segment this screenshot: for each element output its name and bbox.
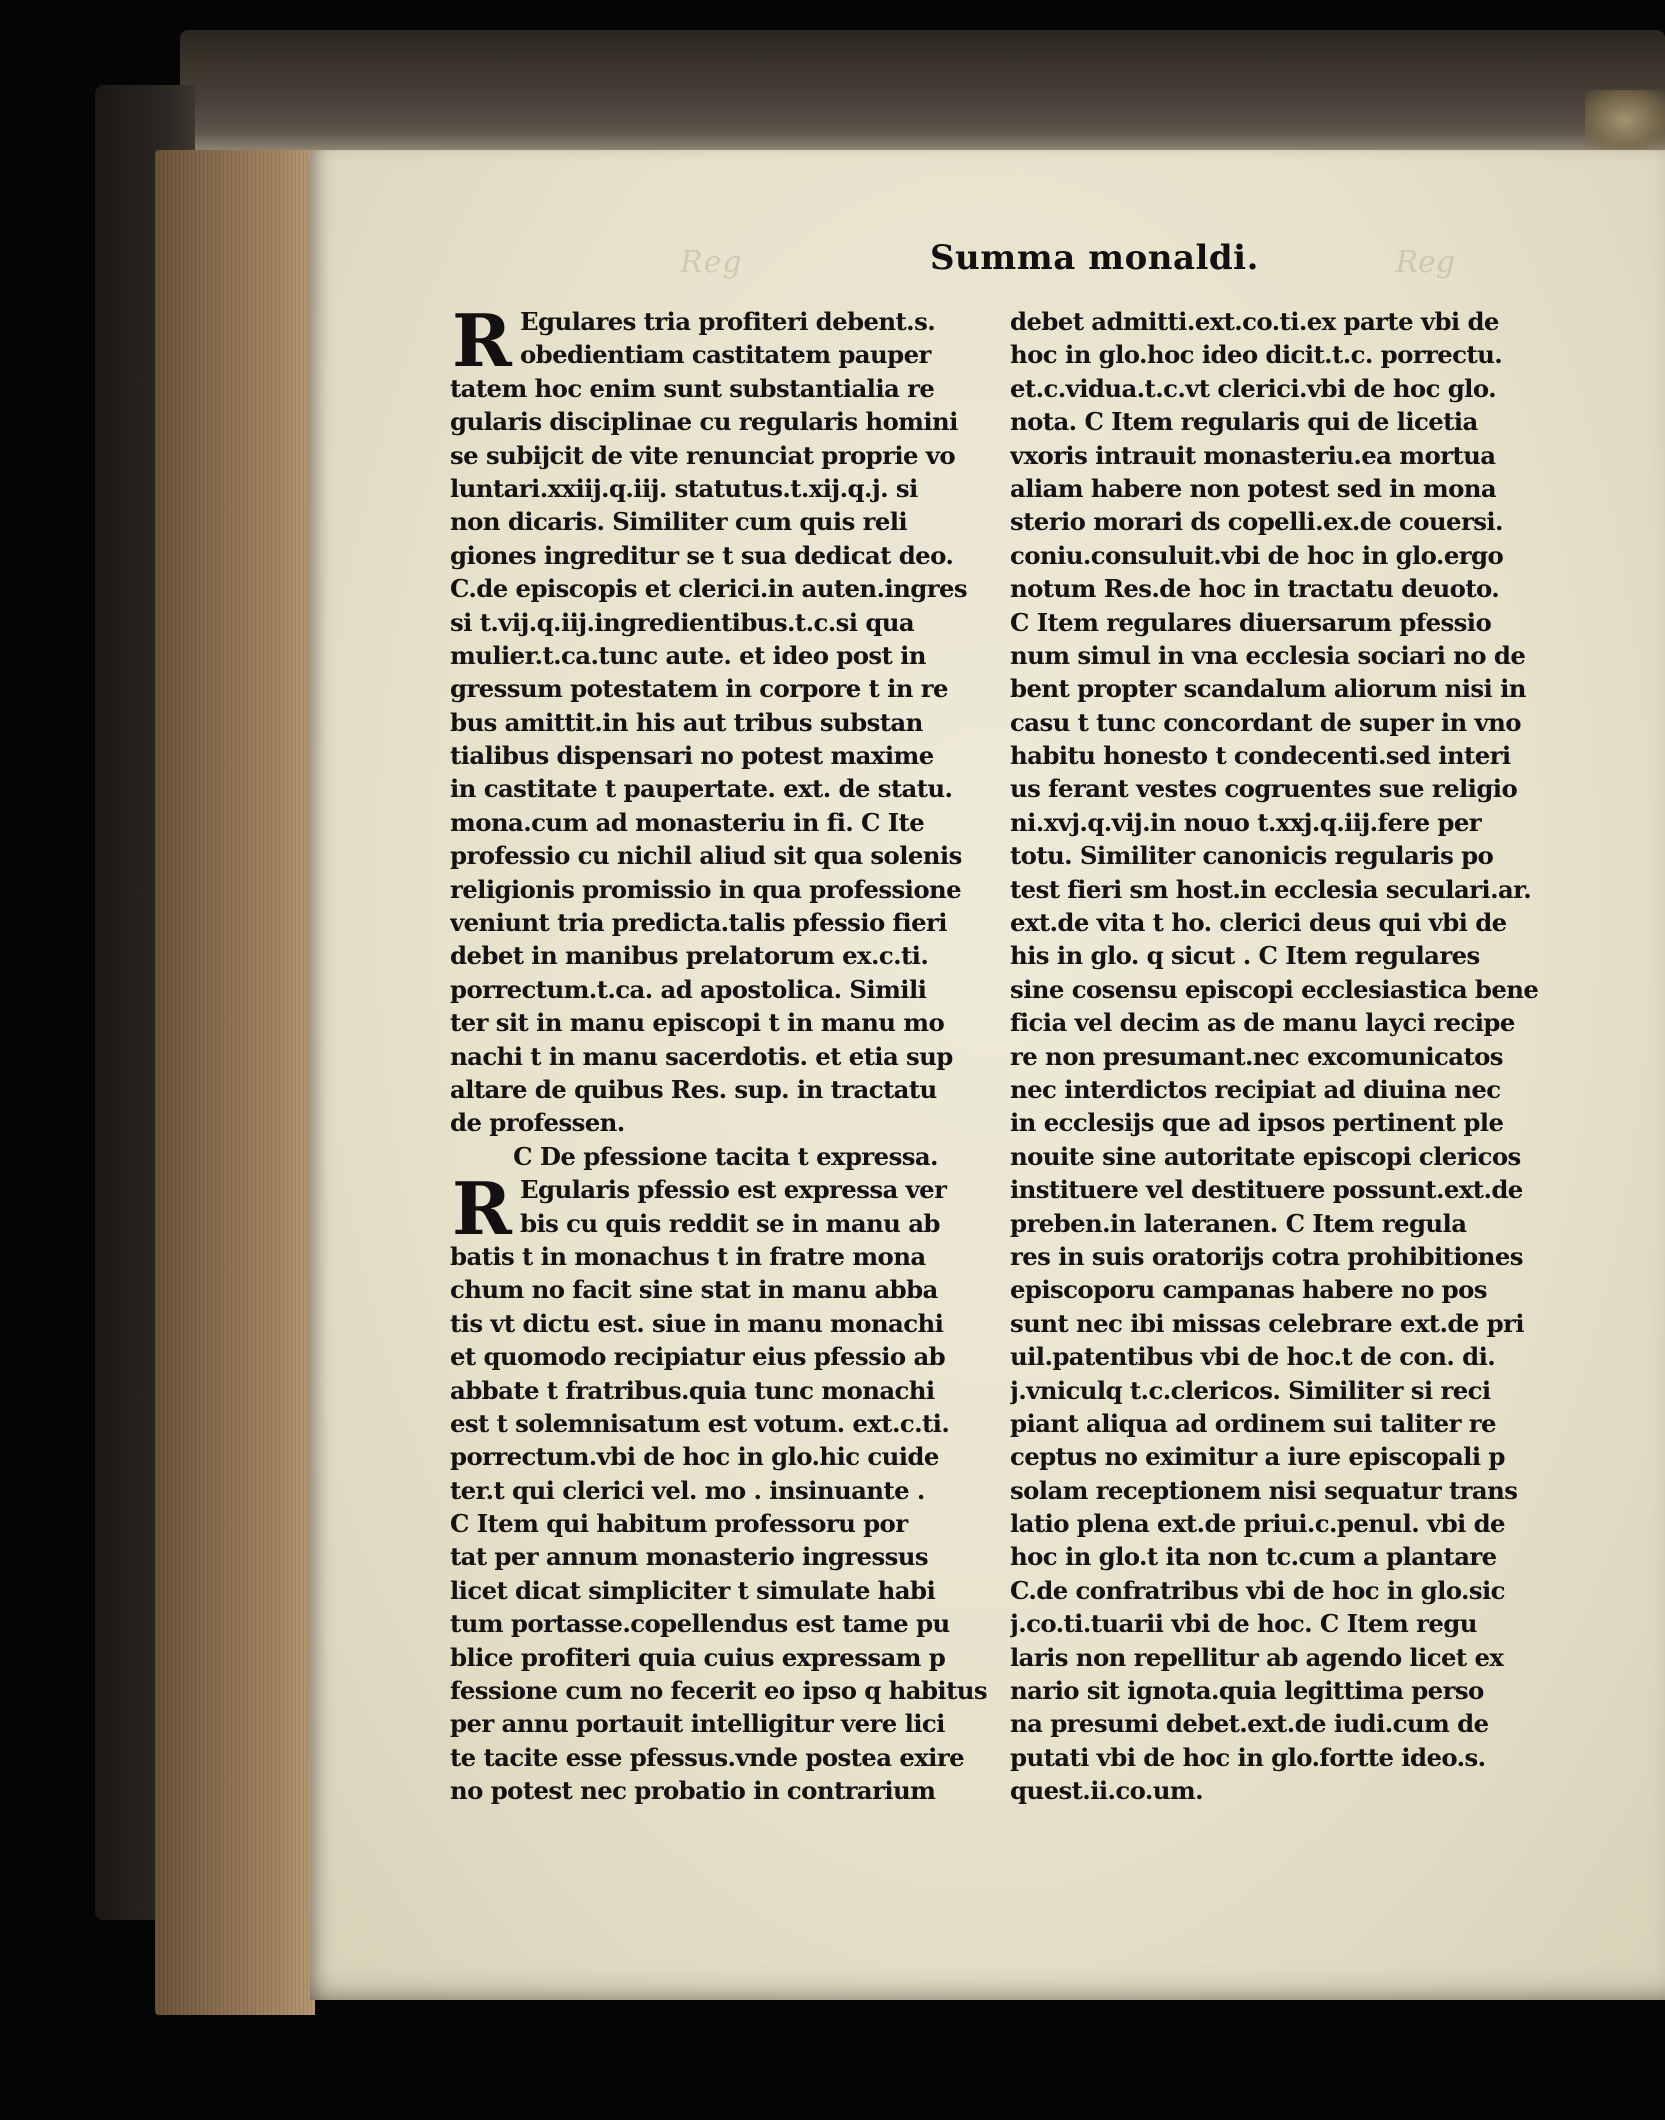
text-line: abbate t fratribus.quia tunc monachi (450, 1375, 935, 1405)
text-line: gularis disciplinae cu regularis homini (450, 407, 958, 437)
text-line: gressum potestatem in corpore t in re (450, 674, 948, 704)
book-page (310, 150, 1665, 2000)
text-line: quest.ii.co.um. (1010, 1776, 1204, 1806)
text-line: se subijcit de vite renunciat proprie vo (450, 440, 956, 470)
text-line: religionis promissio in qua professione (450, 874, 962, 904)
text-line: porrectum.vbi de hoc in glo.hic cuide (450, 1442, 939, 1472)
text-line: C.de episcopis et clerici.in auten.ingres (450, 574, 967, 604)
text-line: tis vt dictu est. siue in manu monachi (450, 1308, 944, 1338)
text-line: latio plena ext.de priui.c.penul. vbi de (1010, 1509, 1505, 1539)
text-line: Egularis pfessio est expressa ver (520, 1175, 947, 1205)
text-line: nouite sine autoritate episcopi clericos (1010, 1141, 1521, 1171)
text-line: laris non repellitur ab agendo licet ex (1010, 1642, 1504, 1672)
text-line: C.de confratribus vbi de hoc in glo.sic (1010, 1575, 1505, 1605)
text-line: nota. C Item regularis qui de licetia (1010, 407, 1478, 437)
text-line: in ecclesijs que ad ipsos pertinent ple (1010, 1108, 1504, 1138)
text-line: j.co.ti.tuarii vbi de hoc. C Item regu (1010, 1609, 1477, 1639)
text-line: piant aliqua ad ordinem sui taliter re (1010, 1408, 1496, 1438)
text-line: C De pfessione tacita t expressa. (450, 1141, 938, 1171)
text-line: sunt nec ibi missas celebrare ext.de pri (1010, 1308, 1524, 1338)
text-line: habitu honesto t condecenti.sed interi (1010, 741, 1511, 771)
text-line: his in glo. q sicut . C Item regulares (1010, 941, 1480, 971)
text-line: num simul in vna ecclesia sociari no de (1010, 640, 1526, 670)
text-line: no potest nec probatio in contrarium (450, 1776, 936, 1806)
text-line: ni.xvj.q.vij.in nouo t.xxj.q.iij.fere per (1010, 807, 1482, 837)
text-line: porrectum.t.ca. ad apostolica. Simili (450, 974, 927, 1004)
text-line: putati vbi de hoc in glo.fortte ideo.s. (1010, 1742, 1486, 1772)
text-line: et quomodo recipiatur eius pfessio ab (450, 1342, 946, 1372)
text-line: nec interdictos recipiat ad diuina nec (1010, 1074, 1501, 1104)
text-line: ext.de vita t ho. clerici deus qui vbi de (1010, 908, 1507, 938)
text-line: obedientiam castitatem pauper (520, 340, 931, 370)
text-line: tatem hoc enim sunt substantialia re (450, 373, 935, 403)
text-line: giones ingreditur se t sua dedicat deo. (450, 540, 954, 570)
text-line: luntari.xxiij.q.iij. statutus.t.xij.q.j. si (450, 473, 918, 503)
text-line: instituere vel destituere possunt.ext.de (1010, 1175, 1523, 1205)
text-line: casu t tunc concordant de super in vno (1010, 707, 1521, 737)
text-line: episcoporu campanas habere no pos (1010, 1275, 1487, 1305)
text-column-left (450, 298, 990, 1808)
text-line: professio cu nichil aliud sit qua solenis (450, 841, 962, 871)
text-line: altare de quibus Res. sup. in tractatu (450, 1074, 937, 1104)
book (95, 30, 1665, 2030)
text-line: fessione cum no fecerit eo ipso q habitus (450, 1676, 988, 1706)
text-line: hoc in glo.t ita non tc.cum a plantare (1010, 1542, 1497, 1572)
text-line: est t solemnisatum est votum. ext.c.ti. (450, 1408, 950, 1438)
running-head: Summa monaldi. (930, 238, 1259, 278)
text-line: hoc in glo.hoc ideo dicit.t.c. porrectu. (1010, 340, 1503, 370)
text-line: mona.cum ad monasteriu in fi. C Ite (450, 807, 925, 837)
text-line: us ferant vestes cogruentes sue religio (1010, 774, 1518, 804)
text-line: sterio morari ds copelli.ex.de couersi. (1010, 507, 1503, 537)
bleed-through-text: Reg (680, 245, 743, 280)
text-line: ceptus no eximitur a iure episcopali p (1010, 1442, 1505, 1472)
text-line: batis t in monachus t in fratre mona (450, 1241, 926, 1271)
text-line: notum Res.de hoc in tractatu deuoto. (1010, 574, 1500, 604)
text-line: veniunt tria predicta.talis pfessio fieri (450, 908, 947, 938)
text-line: coniu.consuluit.vbi de hoc in glo.ergo (1010, 540, 1504, 570)
text-line: test fieri sm host.in ecclesia seculari.ar. (1010, 874, 1532, 904)
text-line: mulier.t.ca.tunc aute. et ideo post in (450, 640, 926, 670)
text-line: na presumi debet.ext.de iudi.cum de (1010, 1709, 1489, 1739)
text-line: aliam habere non potest sed in mona (1010, 473, 1497, 503)
text-line: te tacite esse pfessus.vnde postea exire (450, 1742, 965, 1772)
text-line: si t.vij.q.iij.ingredientibus.t.c.si qua (450, 607, 915, 637)
text-line: vxoris intrauit monasteriu.ea mortua (1010, 440, 1496, 470)
text-line: Egulares tria profiteri debent.s. (520, 307, 936, 336)
drop-initial-first: R (452, 298, 512, 383)
book-top-edge (180, 30, 1665, 150)
text-line: re non presumant.nec excomunicatos (1010, 1041, 1503, 1071)
drop-initial-second: R (452, 1166, 512, 1251)
text-line: C Item qui habitum professoru por (450, 1509, 908, 1539)
bleed-through-text-right: Reg (1395, 245, 1455, 280)
text-line: bis cu quis reddit se in manu ab (520, 1208, 940, 1238)
text-line: licet dicat simpliciter t simulate habi (450, 1575, 936, 1605)
text-line: res in suis oratorijs cotra prohibitiones (1010, 1241, 1523, 1271)
text-line: totu. Similiter canonicis regularis po (1010, 841, 1494, 871)
text-line: j.vniculq t.c.clericos. Similiter si reci (1010, 1375, 1491, 1405)
text-line: tum portasse.copellendus est tame pu (450, 1609, 950, 1639)
text-line: preben.in lateranen. C Item regula (1010, 1208, 1467, 1238)
text-line: uil.patentibus vbi de hoc.t de con. di. (1010, 1342, 1496, 1372)
text-line: ter sit in manu episcopi t in manu mo (450, 1008, 945, 1038)
text-line: et.c.vidua.t.c.vt clerici.vbi de hoc glo. (1010, 373, 1496, 403)
text-line: chum no facit sine stat in manu abba (450, 1275, 938, 1305)
text-line: in castitate t paupertate. ext. de statu. (450, 774, 953, 804)
text-line: ter.t qui clerici vel. mo . insinuante . (450, 1475, 925, 1505)
text-line: blice profiteri quia cuius expressam p (450, 1642, 946, 1672)
text-line: debet in manibus prelatorum ex.c.ti. (450, 941, 929, 971)
text-line: debet admitti.ext.co.ti.ex parte vbi de (1010, 307, 1499, 336)
text-column-right (1010, 305, 1560, 1808)
text-line: C Item regulares diuersarum pfessio (1010, 607, 1492, 637)
text-line: non dicaris. Similiter cum quis reli (450, 507, 908, 537)
text-line: nachi t in manu sacerdotis. et etia sup (450, 1041, 953, 1071)
text-line: per annu portauit intelligitur vere lici (450, 1709, 945, 1739)
page-fore-edge (155, 150, 315, 2015)
text-line: solam receptionem nisi sequatur trans (1010, 1475, 1518, 1505)
bookmark-ribbon (1585, 90, 1665, 150)
text-line: ficia vel decim as de manu layci recipe (1010, 1008, 1515, 1038)
text-line: tat per annum monasterio ingressus (450, 1542, 929, 1572)
text-line: de professen. (450, 1108, 625, 1138)
text-line: bent propter scandalum aliorum nisi in (1010, 674, 1526, 704)
text-line: bus amittit.in his aut tribus substan (450, 707, 923, 737)
text-line: sine cosensu episcopi ecclesiastica bene (1010, 974, 1539, 1004)
text-line: tialibus dispensari no potest maxime (450, 741, 934, 771)
text-line: nario sit ignota.quia legittima perso (1010, 1676, 1484, 1706)
